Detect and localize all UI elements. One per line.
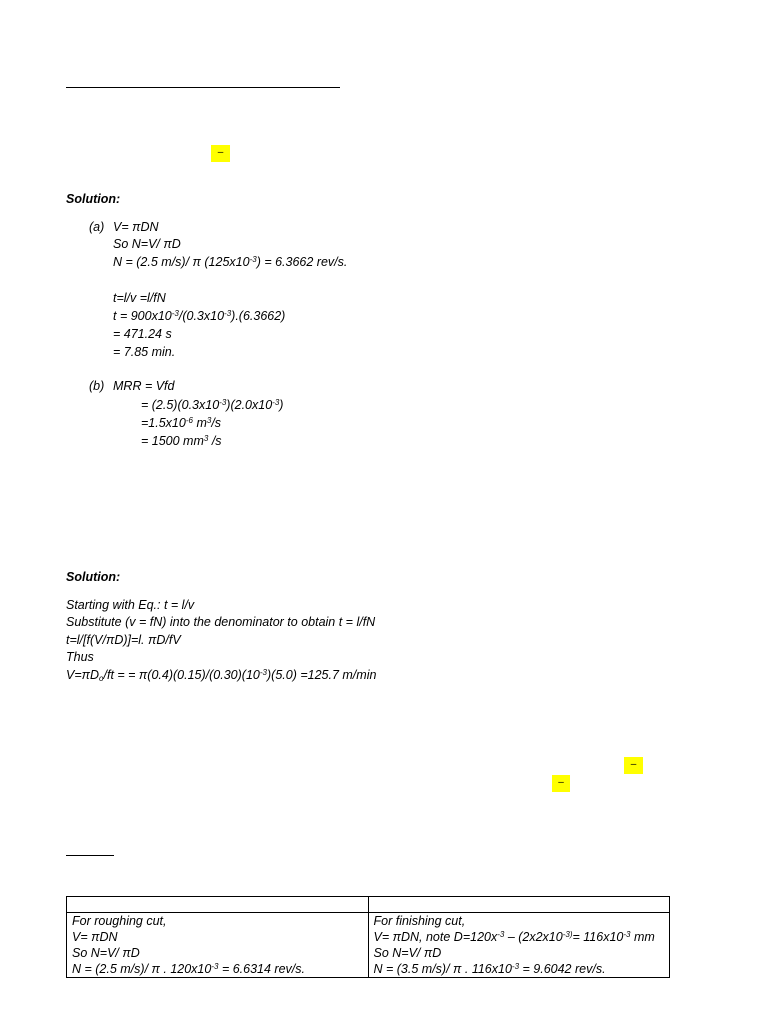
equation-line: $V=\pi D_o/ft$ = = $\pi(0.4)(0.15)/(0.30)(10^{-3})(5.0) =125.7$ m/min bbox=[66, 668, 377, 683]
table-header-row bbox=[67, 897, 670, 913]
cutting-comparison-table bbox=[66, 896, 670, 978]
equation-line: V= πDN bbox=[113, 220, 159, 234]
section-underline bbox=[66, 855, 114, 856]
equation-line: t=l/v =l/fN bbox=[113, 291, 166, 305]
equation-line: MRR = Vfd bbox=[113, 379, 175, 393]
table-header-cell bbox=[368, 897, 670, 913]
roughing-cut-cell bbox=[67, 913, 369, 978]
text-line: t=l/[f(V/πD)]=l. πD/fV bbox=[66, 633, 181, 647]
cell-line: V= πDN bbox=[72, 930, 118, 944]
cell-line: For roughing cut, bbox=[72, 914, 167, 928]
equation-line: $=1.5x10^{-6}$ $m^3/s$ bbox=[141, 416, 222, 430]
text-line: Starting with Eq.: t = l/v bbox=[66, 598, 195, 612]
solution-label: Solution: bbox=[66, 192, 121, 206]
highlight-mark: – bbox=[211, 145, 230, 162]
text-line: Substitute (v = fN) into the denominator to obtain t = l/fN bbox=[66, 615, 376, 629]
cell-line: For finishing cut, bbox=[373, 914, 466, 928]
table-header-cell bbox=[67, 897, 369, 913]
highlight-mark: – bbox=[624, 757, 643, 774]
equation-line: So N=V/ πD bbox=[113, 237, 181, 251]
equation-line: = 471.24 s bbox=[113, 327, 172, 341]
cell-line: So N=V/ πD bbox=[373, 946, 442, 960]
equation-line: N = (2.5 m/s)/ π $(125x10^{-3}) = 6.3662$ rev/s. bbox=[113, 255, 348, 269]
finishing-cut-cell bbox=[368, 913, 670, 978]
equation-line: = 1500 $mm^3$ /s bbox=[141, 434, 222, 448]
part-b-label: (b) bbox=[89, 379, 105, 393]
equation-line: = 7.85 min. bbox=[113, 345, 176, 359]
cell-line: N = (3.5 m/s)/ π . $116x10^{-3} = 9.6042$ rev/s. bbox=[373, 962, 606, 976]
solution-label: Solution: bbox=[66, 570, 121, 584]
equation-line: = $(2.5)(0.3x10^{-3})(2.0x10^{-3})$ bbox=[141, 398, 284, 412]
equation-line: $t = 900x10^{-3}/(0.3x10^{-3}).(6.3662)$ bbox=[113, 309, 286, 323]
cell-line: N = (2.5 m/s)/ π . $120x10^{-3} = 6.6314$ rev/s. bbox=[72, 962, 305, 976]
cell-line: V= πDN, note $D=120x^{-3} - (2x2x10^{-3)}= 116x10^{-3}$ mm bbox=[373, 930, 655, 944]
title-underline bbox=[66, 87, 340, 88]
highlight-mark: – bbox=[552, 775, 570, 792]
table-row bbox=[67, 913, 670, 978]
part-a-label: (a) bbox=[89, 220, 105, 234]
text-line: Thus bbox=[66, 650, 94, 664]
cell-line: So N=V/ πD bbox=[72, 946, 140, 960]
